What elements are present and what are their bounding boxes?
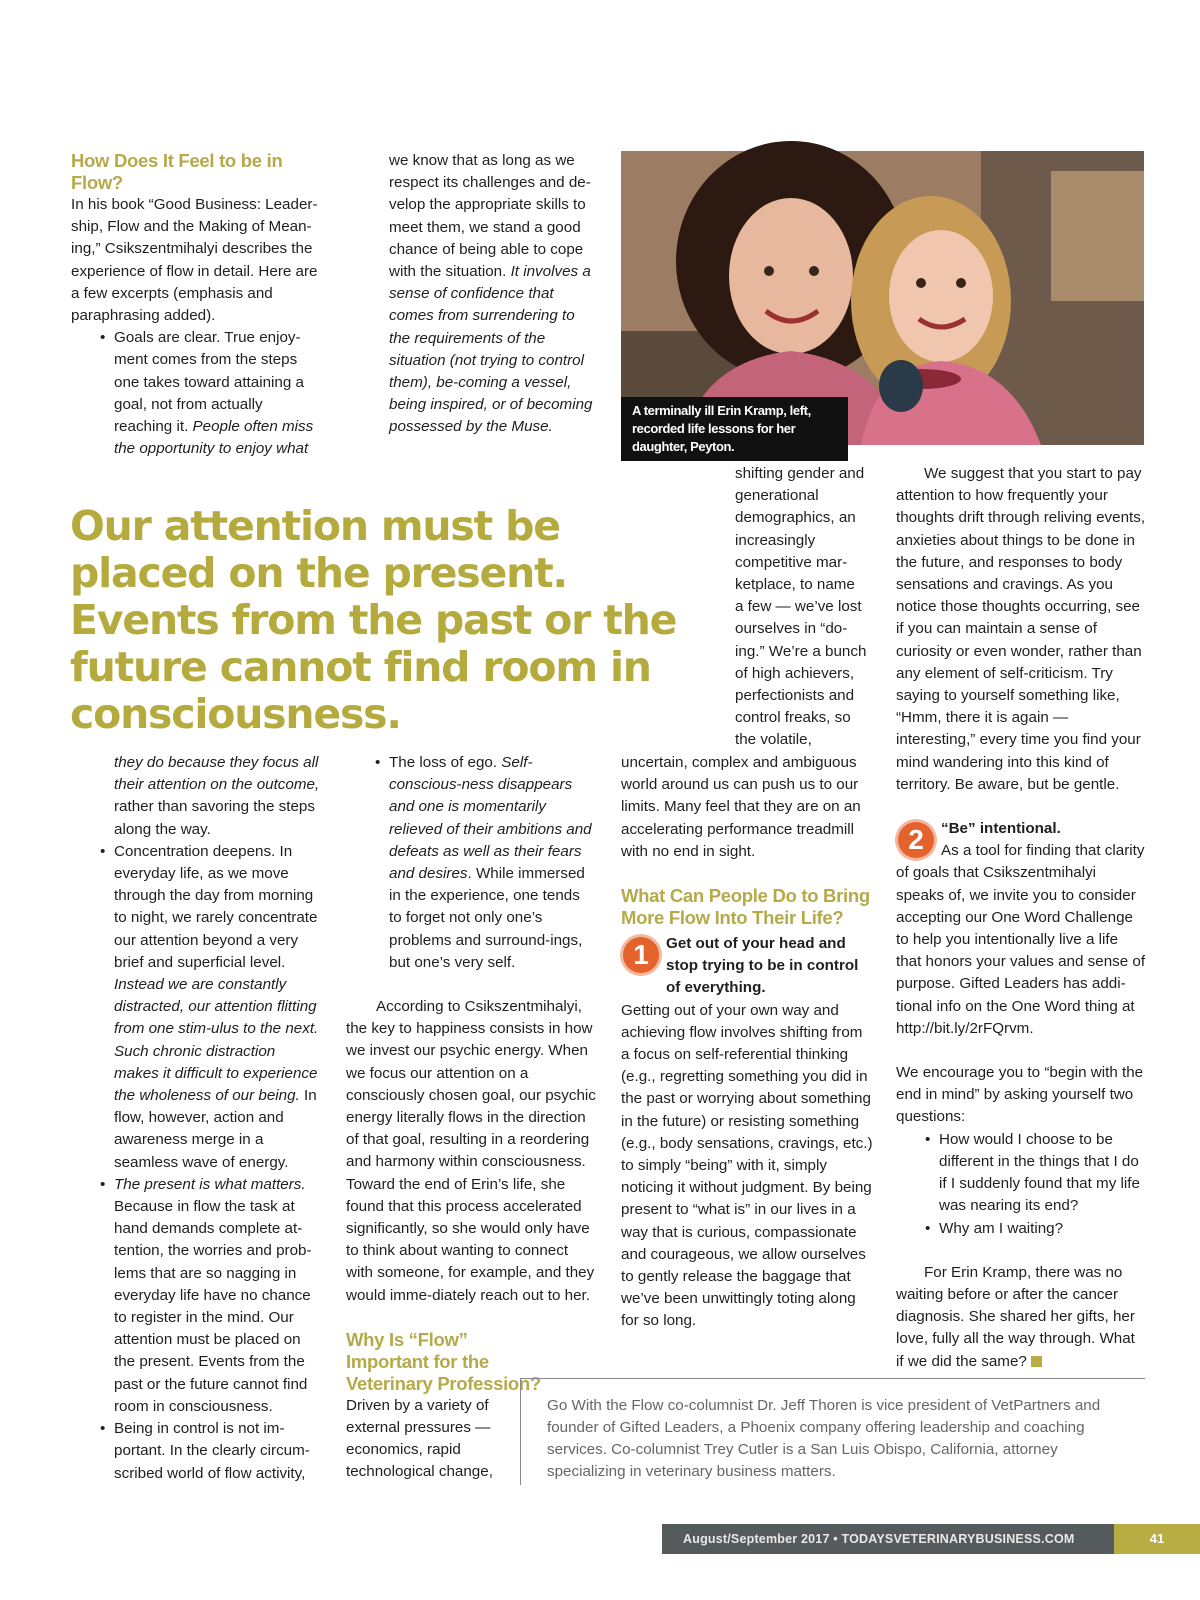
step-1-body: Getting out of your own way and achieving flow involves shifting from a focus on self-referential thinking (e.g., regretting something you did in the past or worrying about something in the future) or resisting something (e.g., body sensations, cravings, etc.) to simply “being” with it, simply noticing it without judgment. By being present to “what is” in our lives in a way that is curious, compassionate and courageous, we allow ourselves to gently release the baggage that we’ve been unwittingly toting along for so long. bbox=[621, 1001, 873, 1330]
paragraph: We encourage you to “begin with the end in mind” by asking yourself two questions: bbox=[896, 1064, 1144, 1126]
list-item: • Being in control is not im-portant. In the clearly circum-scribed world of flow activity, bbox=[114, 1418, 322, 1485]
page-number: 41 bbox=[1114, 1524, 1200, 1554]
pull-quote: Our attention must be placed on the present. Events from the past or the future cannot find room in consciousness. bbox=[70, 502, 677, 738]
footer-bar bbox=[662, 1524, 1114, 1554]
paragraph: According to Csikszentmihalyi, the key to happiness consists in how we invest our psychic energy. When we focus our attention on a consciously chosen goal, our psychic energy literally flows in the direction of that goal, resulting in a reordering and harmony within consciousness. Toward the end of Erin’s life, she found that this process accelerated significantly, so she would only have to think about wanting to connect with someone, for example, and they would imme-diately reach out to her. bbox=[346, 998, 596, 1304]
section-heading-flow-feel: How Does It Feel to be in Flow? bbox=[71, 150, 283, 193]
list-item: • The present is what matters. Because in flow the task at hand demands complete at-tention, the worries and prob-lems that are so nagging in everyday life have no chance to register in the mind. Our attention must be placed on the present. Events from the past or the future cannot find room in consciousness. bbox=[114, 1174, 322, 1418]
column-3-lower: uncertain, complex and ambiguous world around us can push us to our limits. Many feel that they are on an accelerating performance treadmill with no end in sight. What Can People Do to Bring More Flow Into Their Life? 1 Get out of your head and stop trying to be in control of everything. Getting out of your own way and achieving flow involves shifting from a focus on self-referential thinking (e.g., regretting something you did in the past or worrying about something in the future) or resisting something (e.g., body sensations, cravings, etc.) to simply “being” with it, simply noticing it without judgment. By being present to “what is” in our lives in a way that is curious, compassionate and courageous, we allow ourselves to gently release the baggage that we’ve been unwittingly toting along for so long. bbox=[621, 752, 873, 1333]
bio-box bbox=[520, 1378, 1145, 1485]
bullet-list bbox=[389, 752, 596, 974]
column-2-bottom bbox=[346, 752, 596, 1484]
list-item: • Concentration deepens. In everyday life, as we move through the day from morning to night, we rarely concentrate our attention beyond a very brief and superficial level. Instead we are constantly distracted, our attention flitting from one stim-ulus to the next. Such chronic distraction makes it difficult to experience the wholeness of our being. In flow, however, action and awareness merge in a seamless wave of energy. bbox=[114, 841, 322, 1174]
intro-paragraph: In his book “Good Business: Leader-ship, Flow and the Making of Mean-ing,” Csikszentmihalyi describes the experience of flow in detail. Here are a few excerpts (emphasis and paraphrasing added). bbox=[71, 196, 318, 325]
end-mark-icon bbox=[1031, 1356, 1042, 1367]
footer-issue-and-site: August/September 2017 • TODAYSVETERINARYBUSINESS.COM bbox=[683, 1532, 1075, 1546]
step-1 bbox=[621, 933, 873, 1333]
closing-paragraph: For Erin Kramp, there was no waiting before or after the cancer diagnosis. She shared her gifts, her love, fully all the way through. What if we did the same? bbox=[896, 1263, 1135, 1370]
list-item: • Why am I waiting? bbox=[939, 1218, 1146, 1240]
photo-caption: A terminally ill Erin Kramp, left, recorded life lessons for her daughter, Peyton. bbox=[621, 397, 848, 461]
question-list bbox=[939, 1129, 1146, 1240]
step-number-badge: 1 bbox=[623, 937, 659, 973]
bullet-continuation: they do because they focus all their attention on the outcome, rather than savoring the steps along the way. bbox=[114, 754, 320, 838]
column-1-bottom bbox=[114, 752, 322, 1485]
paragraph: Driven by a variety of external pressures — economics, rapid technological change, bbox=[346, 1396, 493, 1481]
step-2-body: As a tool for finding that clarity of goals that Csikszentmihalyi speaks of, we invite you to consider accepting our One Word Challenge to help you intentionally live a life that honors your values and sense of purpose. Gifted Leaders has addi-tional info on the One Word thing at http://bit.ly/2rFQrvm. bbox=[896, 842, 1146, 1037]
section-heading-what-can-people-do: What Can People Do to Bring More Flow Into Their Life? bbox=[621, 885, 870, 929]
bullet-list bbox=[114, 327, 314, 460]
column-1-top bbox=[71, 150, 321, 460]
column-4 bbox=[896, 463, 1146, 1373]
paragraph: we know that as long as we respect its challenges and de-velop the appropriate skills to meet them, we stand a good chance of being able to cope with the situation. It involves a sense of confidence that comes from surrendering to the requirements of the situation (not trying to control them), be-coming a vessel, being inspired, or of becoming possessed by the Muse. bbox=[389, 152, 593, 436]
section-heading-why-flow-important: Why Is “Flow” Important for the Veterinary Profession? bbox=[346, 1328, 541, 1394]
list-item: • The loss of ego. Self-conscious-ness disappears and one is momentarily relieved of their ambitions and defeats as well as their fears and desires. While immersed in the experience, one tends to forget not only one’s problems and surround-ings, but one’s very self. bbox=[389, 752, 596, 974]
bullet-list bbox=[114, 841, 322, 1485]
list-item: • How would I choose to be different in the things that I do if I suddenly found that my life was nearing its end? bbox=[939, 1129, 1146, 1218]
step-2 bbox=[896, 818, 1146, 1040]
step-1-title: Get out of your head and stop trying to be in control of everything. bbox=[666, 935, 859, 997]
photo-erin-and-peyton bbox=[621, 151, 1144, 454]
column-3-upper: shifting gender and generational demographics, an increasingly competitive mar-ketplace, to name a few — we’ve lost ourselves in “do-ing.” We’re a bunch of high achievers, perfectionists and control freaks, so the volatile, bbox=[735, 465, 867, 749]
column-2-top bbox=[389, 150, 595, 439]
step-number-badge: 2 bbox=[898, 822, 934, 858]
paragraph: We suggest that you start to pay attention to how frequently your thoughts drift through reliving events, anxieties about things to be done in the future, and responses to body sensations and cravings. As you notice those thoughts occurring, see if you can maintain a sense of curiosity or even wonder, rather than any element of self-criticism. Try saying to yourself something like, “Hmm, there it is again — interesting,” every time you find your mind wandering into this kind of territory. Be aware, but be gentle. bbox=[896, 465, 1146, 793]
step-2-title: “Be” intentional. bbox=[941, 820, 1061, 838]
author-bio: Go With the Flow co-columnist Dr. Jeff Thoren is vice president of VetPartners and founder of Gifted Leaders, a Phoenix company offering leadership and coaching services. Co-columnist Trey Cutler is a San Luis Obispo, California, attorney specializing in veterinary business matters. bbox=[547, 1397, 1101, 1480]
list-item: • Goals are clear. True enjoy-ment comes from the steps one takes toward attaining a goal, not from actually reaching it. People often miss the opportunity to enjoy what bbox=[114, 327, 314, 460]
